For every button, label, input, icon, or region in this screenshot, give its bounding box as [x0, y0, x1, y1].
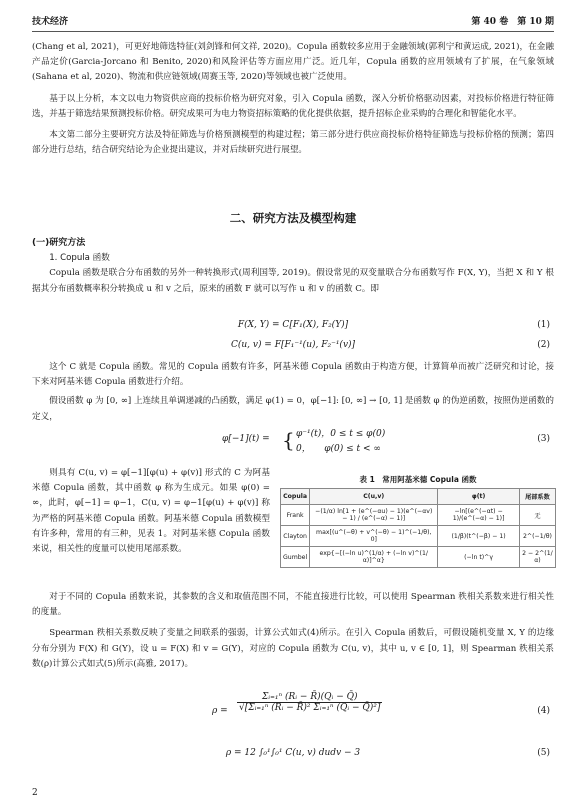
- equation-4-denominator: √[Σᵢ₌₁ⁿ (Rᵢ − R̄)² Σᵢ₌₁ⁿ (Qᵢ − Q̄)²]: [239, 703, 381, 713]
- table-header-phi: φ(t): [438, 489, 520, 505]
- equation-1-expr: F(X, Y) = C[F₁(X), F₂(Y)]: [237, 320, 349, 330]
- journal-name: 技术经济: [32, 17, 69, 27]
- equation-4-fraction: [237, 692, 382, 713]
- table-cell: 无: [519, 505, 555, 526]
- equation-4: [32, 690, 554, 736]
- table-header-cuv: C(u,v): [310, 489, 438, 505]
- table-row: [281, 505, 556, 526]
- equation-3-case-1: φ⁻¹(t)，0 ≤ t ≤ φ(0): [296, 429, 386, 439]
- table-cell: Gumbel: [281, 547, 310, 568]
- methods-body: [32, 236, 554, 297]
- equation-1-number: (1): [537, 320, 550, 330]
- table-cell: 2^(−1/θ): [519, 526, 555, 547]
- page-number: 2: [32, 788, 38, 798]
- equation-1: [32, 320, 554, 336]
- table-1-caption: 表 1 常用阿基米德 Copula 函数: [359, 475, 477, 484]
- equation-3-number: (3): [537, 434, 550, 444]
- table-header-tail: 尾部系数: [519, 489, 555, 505]
- table-cell: max[(u^(−θ) + v^(−θ) − 1)^(−1/θ), 0]: [310, 526, 438, 547]
- equation-3-brace: {: [282, 428, 295, 452]
- equation-5-expr: ρ = 12 ∫₀¹∫₀¹ C(u, v) dudv − 3: [225, 748, 361, 758]
- table-cell: (−ln t)^γ: [438, 547, 520, 568]
- running-header: [32, 14, 554, 32]
- equation-5-number: (5): [537, 748, 550, 758]
- equation-2-expr: C(u, v) = F[F₁⁻¹(u), F₂⁻¹(v)]: [230, 340, 356, 350]
- table-cell: (1/β)(t^(−β) − 1): [438, 526, 520, 547]
- subsection-title: (一)研究方法: [32, 238, 86, 248]
- equation-5: [32, 748, 554, 764]
- equation-4-numerator: Σᵢ₌₁ⁿ (Rᵢ − R̄)(Qᵢ − Q̄): [237, 692, 382, 703]
- paragraph-2: 基于以上分析，本文以电力物资供应商的投标价格为研究对象，引入 Copula 函数，深入分析价格驱动因素，对投标价格进行特征筛选，并基于筛选结果预测投标价格。研究成果可为电力物资招标策略的优化提供依据，提升招标企业采购的合理化和智能化水平。: [32, 93, 554, 119]
- paragraph-6: 假设函数 φ 为 [0, ∞] 上连续且单调递减的凸函数，满足 φ(1) = 0，φ[−1]: [0, ∞] → [0, 1] 是函数 φ 的伪逆函数，按照伪逆函数的定义，: [32, 396, 554, 422]
- archimedean-text: [32, 466, 270, 557]
- table-row: [281, 526, 556, 547]
- equation-2-number: (2): [537, 340, 550, 350]
- table-cell: −(1/α) ln[1 + (e^(−αu) − 1)(e^(−αv) − 1) / (e^(−α) − 1)]: [310, 505, 438, 526]
- table-header-copula: Copula: [281, 489, 310, 505]
- copula-intro: [32, 360, 554, 425]
- equation-4-number: (4): [537, 706, 550, 716]
- subsubsection-title: 1. Copula 函数: [49, 253, 110, 264]
- paragraph-7: 则具有 C(u, v) = φ[−1][φ(u) + φ(v)] 形式的 C 为阿基米德 Copula 函数，其中函数 φ 称为生成元。如果 φ(0) = ∞，此时，φ[−1] = φ−1，C(u, v) = φ−1[φ(u) + φ(v)] 称为严格的阿基米德 Copula 函数。阿基米德 Copula 函数模型有许多种，常用的有三种，见表 1。对阿基米德 Copula 函数来说，相关性的度量可以使用尾部系数。: [32, 468, 270, 555]
- equation-4-lhs: ρ =: [212, 706, 228, 716]
- table-row: [281, 547, 556, 568]
- table-cell: −ln[(e^(−αt) − 1)/(e^(−α) − 1)]: [438, 505, 520, 526]
- table-cell: Frank: [281, 505, 310, 526]
- table-cell: exp{−[(−ln u)^(1/α) + (−ln v)^(1/α)]^α}: [310, 547, 438, 568]
- equation-3-case-2: 0， φ(0) ≤ t < ∞: [296, 444, 381, 454]
- spearman-text: [32, 590, 554, 672]
- paragraph-9: Spearman 秩相关系数反映了变量之间联系的强弱，计算公式如式(4)所示。在引入 Copula 函数后，可假设随机变量 X, Y 的边缘分布分别为 F(X) 和 G(Y)，设 u = F(X) 和 v = G(Y)，对应的 Copula 函数为 C(u, v)，其中 u, v ∈ [0, 1]，则 Spearman 秩相关系数(ρ)计算公式如式(5)所示(高雅, 2017)。: [32, 628, 554, 669]
- table-cell: 2 − 2^(1/α): [519, 547, 555, 568]
- equation-3: [32, 426, 554, 458]
- paragraph-8: 对于不同的 Copula 函数来说，其参数的含义和取值范围不同，不能直接进行比较，可以使用 Spearman 秩相关系数来进行相关性的度量。: [32, 592, 554, 618]
- intro-paragraphs: [32, 40, 554, 158]
- paragraph-1: (Chang et al, 2021)，可更好地筛选特征(刘剑锋和何文祥, 2020)。Copula 函数较多应用于金融领域(郭利宁和黄运成, 2021)，在金融产品定价(Garcia-Jorcano 和 Benito, 2020)和风险评估等方面应用广泛。近几年，Copula 函数的应用领域有了扩展，在气象领域(Sahana et al, 2020)、物流和供应链领域(周赛玉等, 2020)等领域也被广泛使用。: [32, 42, 554, 83]
- equation-2: [32, 340, 554, 356]
- equation-3-lhs: φ[−1](t) =: [222, 434, 270, 444]
- table-1: [280, 488, 556, 568]
- section-title: 二、研究方法及模型构建: [229, 211, 357, 225]
- paragraph-4: Copula 函数是联合分布函数的另外一种转换形式(周利国等, 2019)。假设常见的双变量联合分布函数写作 F(X, Y)，当把 X 和 Y 根据其分布函数概率积分转换成 u 和 v 之后，原来的函数 F 就可以写作 u 和 v 的函数 C。即: [32, 268, 554, 294]
- table-header-row: [281, 489, 556, 505]
- paragraph-5: 这个 C 就是 Copula 函数。常见的 Copula 函数有许多，阿基米德 Copula 函数由于构造方便，计算简单而被广泛研究和讨论，接下来对阿基米德 Copula 函数进行介绍。: [32, 362, 554, 388]
- table-cell: Clayton: [281, 526, 310, 547]
- issue-info: 第 40 卷 第 10 期: [471, 17, 554, 27]
- paragraph-3: 本文第二部分主要研究方法及特征筛选与价格预测模型的构建过程；第三部分进行供应商投标价格特征筛选与投标价格的预测；第四部分进行总结，结合研究结论为企业提出建议，并对后续研究进行展望。: [32, 130, 554, 156]
